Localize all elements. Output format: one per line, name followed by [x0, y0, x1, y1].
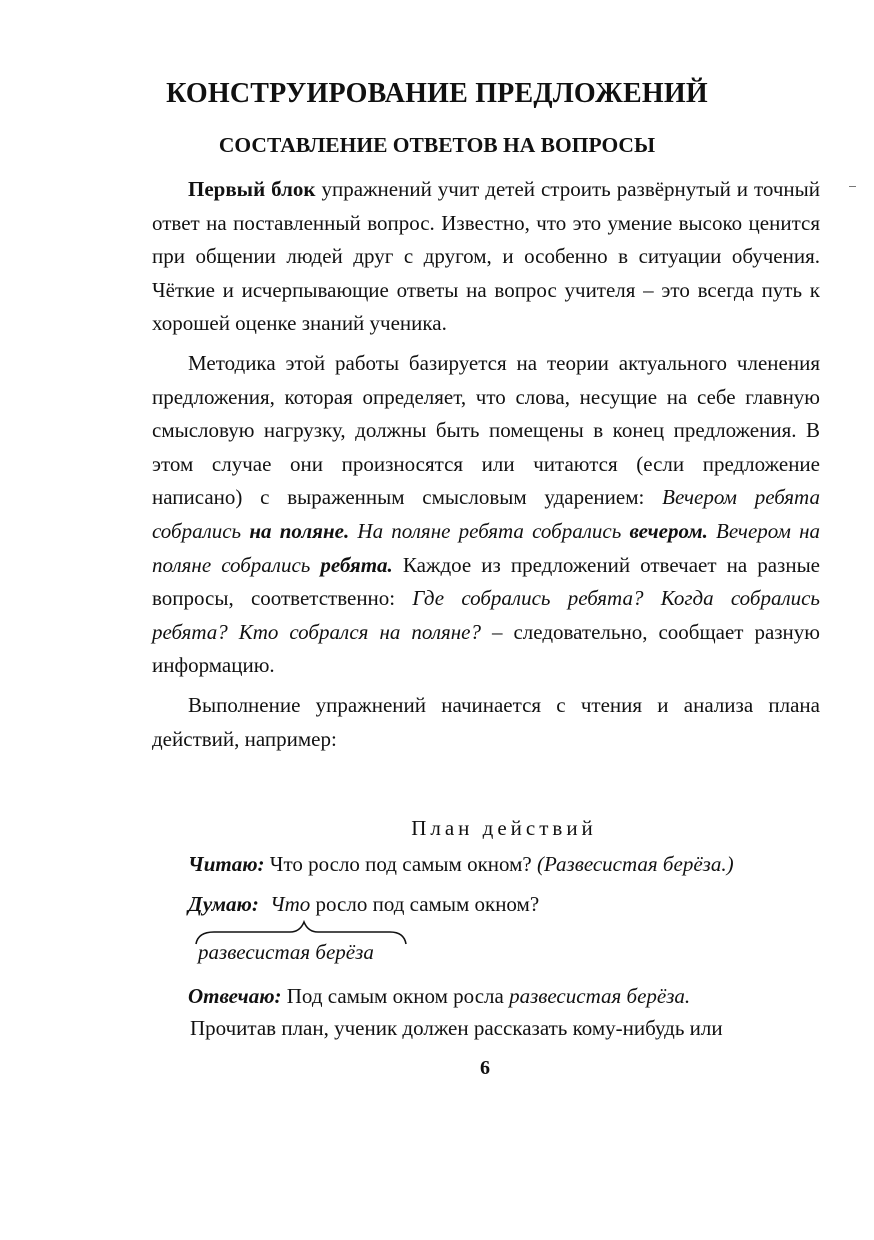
example-3-stress: ребята. [320, 552, 393, 577]
paragraph-3: Выполнение упражнений начинается с чтения и анализа плана действий, например: [152, 692, 820, 751]
paragraph-2-text-1: Методика этой работы базируется на теории актуального членения предложения, которая определяет, что слова, несущие на себе главную смысловую нагрузку, должны быть помещены в конец предложения. В этом случае они произносятся или читаются (если предложение написано) с выраженным смысловым ударением: [152, 350, 820, 510]
read-answer: (Развесистая берёза.) [536, 852, 734, 876]
paragraph-2-text-2: Каждое из предложений отвечает на разные вопросы, соответственно: [152, 552, 820, 611]
read-label: Читаю: [188, 852, 265, 876]
answer-text: Под самым окном росла [281, 984, 510, 1008]
bold-lead: Первый блок [188, 177, 316, 201]
plan-title: План действий [411, 816, 597, 840]
think-question-word: Что [270, 892, 311, 916]
plan-read-line [188, 852, 734, 877]
paragraph-1 [152, 173, 820, 341]
read-question: Что росло под самым окном? [264, 852, 537, 876]
think-label: Думаю: [188, 892, 259, 916]
page-number: 6 [480, 1057, 490, 1079]
paragraph-2-text-3: – следовательно, сообщает разную информацию. [152, 619, 820, 678]
example-questions: Где собрались ребята? Когда собрались ребята? Кто собрался на поляне? [152, 586, 820, 644]
plan-think-line [188, 892, 539, 917]
answer-value: развесистая берёза. [509, 984, 691, 1008]
body-text [152, 173, 820, 762]
paragraph-2 [152, 347, 820, 683]
think-question: росло под самым окном? [310, 892, 540, 916]
continuation-line: Прочитав план, ученик должен рассказать кому-нибудь или [190, 1016, 723, 1040]
example-1-stress: на поляне. [249, 518, 350, 543]
chapter-title: КОНСТРУИРОВАНИЕ ПРЕДЛОЖЕНИЙ [166, 78, 708, 109]
example-3: Вечером на поляне собрались [152, 518, 821, 577]
paragraph-1-text: упражнений учит детей строить развёрнутый и точный ответ на поставленный вопрос. Известно, что это умение высоко ценится при общении людей друг с другом, и особенно в ситуации обучения. Чёткие и исчерпывающие ответы на вопрос учителя – это всегда путь к хорошей оценке знаний ученика. [152, 177, 821, 336]
plan-answer-line [188, 984, 690, 1009]
section-subtitle: СОСТАВЛЕНИЕ ОТВЕТОВ НА ВОПРОСЫ [218, 133, 656, 157]
answer-label: Отвечаю: [188, 984, 282, 1008]
brace-answer: развесистая берёза [198, 940, 374, 964]
margin-mark [849, 186, 856, 187]
example-2-stress: вечером. [629, 518, 708, 543]
example-2: На поляне ребята собрались [349, 518, 630, 543]
example-1: Вечером ребята собрались [152, 485, 820, 543]
